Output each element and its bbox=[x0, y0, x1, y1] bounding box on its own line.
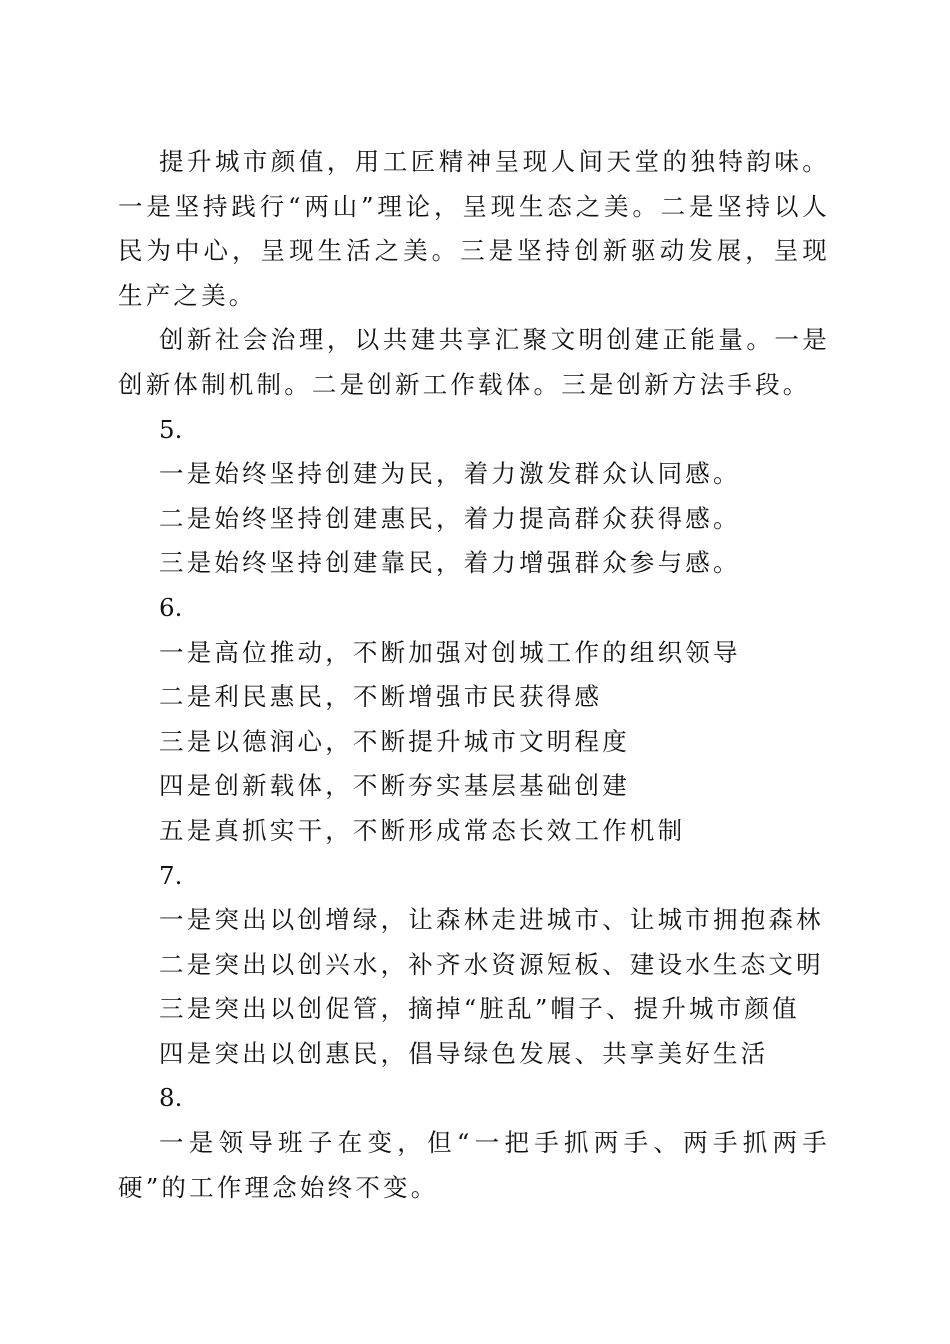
list-item: 二是始终坚持创建惠民，着力提高群众获得感。 bbox=[159, 503, 741, 533]
document-body bbox=[118, 140, 830, 1210]
list-item: 三是突出以创促管，摘掉“脏乱”帽子、提升城市颜值 bbox=[159, 994, 800, 1024]
list-item: 一是高位推动，不断加强对创城工作的组织领导 bbox=[159, 637, 741, 667]
list-item: 二是突出以创兴水，补齐水资源短板、建设水生态文明 bbox=[159, 949, 824, 979]
paragraph-leadership: 一是领导班子在变，但“一把手抓两手、两手抓两手硬”的工作理念始终不变。 bbox=[118, 1128, 830, 1202]
section-number-7: 7. bbox=[159, 860, 183, 890]
section-number-8: 8. bbox=[159, 1083, 183, 1113]
paragraph-city-appearance: 提升城市颜值，用工匠精神呈现人间天堂的独特韵味。一是坚持践行“两山”理论，呈现生态之美。二是坚持以人民为中心，呈现生活之美。三是坚持创新驱动发展，呈现生产之美。 bbox=[118, 147, 830, 310]
paragraph-social-governance: 创新社会治理，以共建共享汇聚文明创建正能量。一是创新体制机制。二是创新工作载体。三是创新方法手段。 bbox=[118, 325, 830, 399]
list-item: 四是突出以创惠民，倡导绿色发展、共享美好生活 bbox=[159, 1038, 769, 1068]
list-item: 五是真抓实干，不断形成常态长效工作机制 bbox=[159, 815, 686, 845]
list-item: 二是利民惠民，不断增强市民获得感 bbox=[159, 682, 603, 712]
section-number-6: 6. bbox=[159, 592, 183, 622]
section-number-5: 5. bbox=[159, 414, 183, 444]
list-item: 一是突出以创增绿，让森林走进城市、让城市拥抱森林 bbox=[159, 905, 824, 935]
list-item: 三是以德润心，不断提升城市文明程度 bbox=[159, 726, 630, 756]
list-item: 三是始终坚持创建靠民，着力增强群众参与感。 bbox=[159, 548, 741, 578]
list-item: 四是创新载体，不断夯实基层基础创建 bbox=[159, 771, 630, 801]
list-item: 一是始终坚持创建为民，着力激发群众认同感。 bbox=[159, 459, 741, 489]
